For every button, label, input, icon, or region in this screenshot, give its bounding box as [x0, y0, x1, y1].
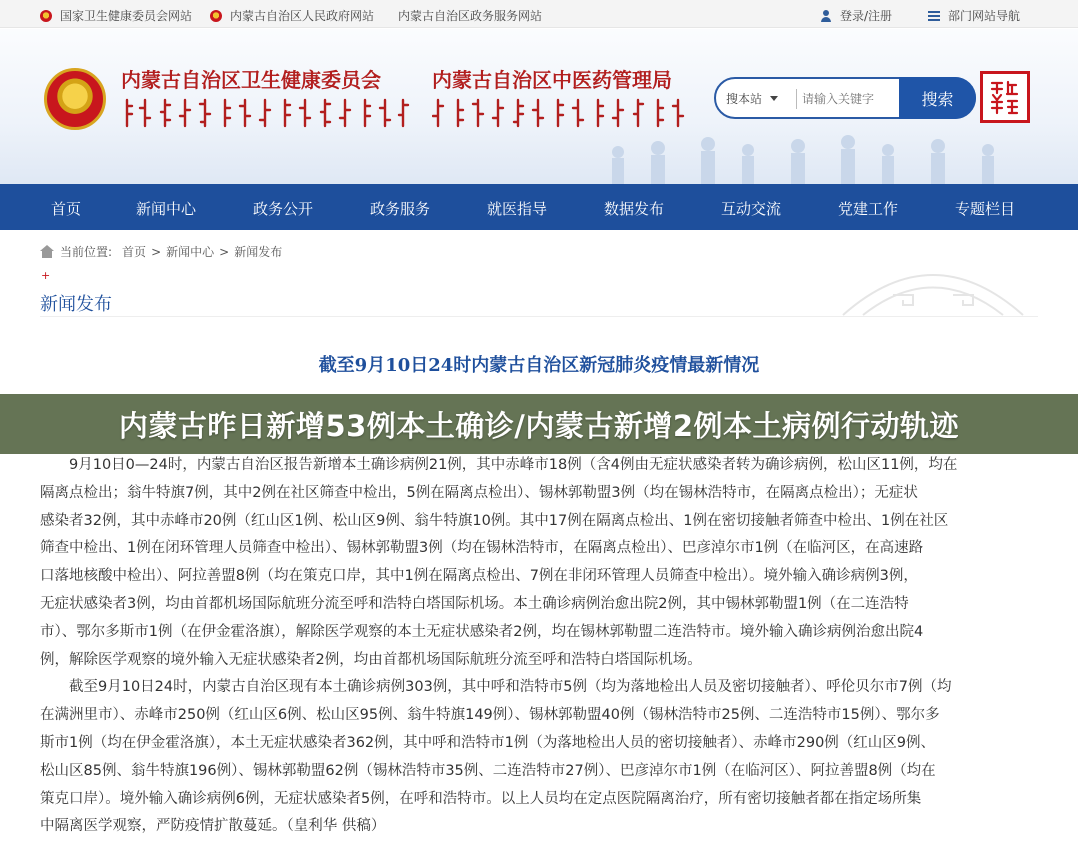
nav-item-interaction[interactable]: 互动交流: [721, 200, 782, 218]
link-nmg-service-label: 内蒙古自治区政务服务网站: [398, 9, 543, 23]
nav-item-party[interactable]: 党建工作: [838, 200, 899, 218]
plus-icon: +: [41, 269, 51, 282]
article-title: 截至9月10日24时内蒙古自治区新冠肺炎疫情最新情况: [318, 355, 760, 376]
article-line: 中隔离医学观察，严防疫情扩散蔓延。（皇利华 供稿）: [40, 818, 386, 835]
user-icon: [820, 10, 832, 22]
login-label: 登录/注册: [839, 9, 892, 23]
article-line: 市）、鄂尔多斯市1例（在伊金霍洛旗），解除医学观察的本土无症状感染者2例，均在锡林郭勒盟二连浩特市。境外输入确诊病例治愈出院4: [40, 623, 924, 640]
article-line: 在满洲里市）、赤峰市250例（红山区6例、松山区95例、翁牛特旗149例）、锡林郭勒盟40例（锡林浩特市25例、二连浩特市15例）、鄂尔多: [40, 707, 940, 724]
decorative-skyline: [598, 124, 1018, 184]
link-nhc[interactable]: [40, 7, 192, 24]
nav-item-medical-guide[interactable]: 就医指导: [487, 200, 548, 218]
breadcrumb-home[interactable]: 首页: [122, 245, 147, 259]
home-icon: [40, 245, 54, 258]
login-link[interactable]: [820, 7, 892, 24]
seal-logo: [980, 71, 1030, 123]
nav-item-services[interactable]: 政务服务: [370, 200, 431, 218]
seal-glyph: [986, 77, 1024, 117]
decorative-pattern: [833, 255, 1033, 325]
nav-item-topics[interactable]: 专题栏目: [955, 200, 1016, 218]
search-scope-label: 搜本站: [726, 92, 763, 106]
divider: [40, 316, 1038, 317]
site-title-health: 内蒙古自治区卫生健康委员会: [121, 68, 381, 92]
article-line: 感染者32例，其中赤峰市20例（红山区1例、松山区9例、翁牛特旗10例。其中17例在隔离点检出、1例在密切接触者筛查中检出、1例在社区: [40, 512, 949, 529]
link-nmg-gov[interactable]: [210, 7, 374, 24]
nav-item-news[interactable]: 新闻中心: [136, 200, 197, 218]
section-title: 新闻发布: [40, 294, 112, 315]
link-nmg-service[interactable]: [398, 7, 542, 24]
article-line: 无症状感染者3例，均由首都机场国际航班分流至呼和浩特白塔国际机场。本土确诊病例治愈出院2例，其中锡林郭勒盟1例（在二连浩特: [40, 595, 909, 612]
link-nmg-gov-label: 内蒙古自治区人民政府网站: [230, 9, 375, 23]
article-line: 斯市1例（均在伊金霍洛旗），本土无症状感染者362例，其中呼和浩特市1例（为落地检出人员的密切接触者）、赤峰市290例（红山区9例、: [40, 734, 936, 751]
mongolian-script-title-tcm: [432, 96, 697, 130]
mongolian-script-title: [121, 96, 411, 130]
breadcrumb: [40, 243, 282, 260]
search-input[interactable]: [802, 87, 902, 111]
breadcrumb-separator: >: [151, 244, 162, 259]
breadcrumb-release[interactable]: 新闻发布: [234, 245, 283, 259]
emblem-icon: [210, 10, 222, 22]
top-bar: [0, 0, 1078, 28]
link-nhc-label: 国家卫生健康委员会网站: [60, 9, 193, 23]
article-line: 截至9月10日24时，内蒙古自治区现有本土确诊病例303例，其中呼和浩特市5例（均为落地检出人员及密切接触者）、呼伦贝尔市7例（均: [40, 679, 952, 696]
dept-nav-link[interactable]: [928, 7, 1020, 24]
menu-icon: [928, 11, 940, 21]
nav-item-data-release[interactable]: 数据发布: [604, 200, 665, 218]
emblem-icon: [40, 10, 52, 22]
breadcrumb-news[interactable]: 新闻中心: [166, 245, 215, 259]
search-divider: [796, 89, 797, 109]
article-body: [40, 452, 1036, 841]
caret-down-icon: [770, 96, 778, 101]
article-line: 筛查中检出、1例在闭环管理人员筛查中检出）、锡林郭勒盟3例（均在锡林浩特市，在隔离点检出）、巴彦淖尔市1例（在临河区，在高速路: [40, 540, 924, 557]
overlay-headline: 内蒙古昨日新增53例本土确诊/内蒙古新增2例本土病例行动轨迹: [118, 408, 960, 443]
top-right: [784, 7, 1020, 24]
top-links: [40, 7, 560, 24]
article-line: 松山区85例、翁牛特旗196例）、锡林郭勒盟62例（锡林浩特市35例、二连浩特市27例）、巴彦淖尔市1例（在临河区）、阿拉善盟8例（均在: [40, 762, 936, 779]
article-line: 策克口岸）。境外输入确诊病例6例，无症状感染者5例，在呼和浩特市。以上人员均在定点医院隔离治疗，所有密切接触者都在指定场所集: [40, 790, 922, 807]
article-line: 隔离点检出；翁牛特旗7例，其中2例在社区筛查中检出，5例在隔离点检出）、锡林郭勒盟3例（均在锡林浩特市，在隔离点检出）；无症状: [40, 484, 918, 501]
article-line: 口落地核酸中检出）、阿拉善盟8例（均在策克口岸，其中1例在隔离点检出、7例在非闭环管理人员筛查中检出）。境外输入确诊病例3例，: [40, 568, 918, 585]
star-icon: ★: [64, 84, 82, 108]
overlay-headline-banner: [0, 394, 1078, 454]
breadcrumb-separator: >: [219, 244, 230, 259]
breadcrumb-label: 当前位置:: [60, 245, 113, 259]
search-button[interactable]: 搜索: [899, 77, 976, 119]
main-nav: [0, 184, 1078, 230]
article-line: 9月10日0—24时，内蒙古自治区报告新增本土确诊病例21例，其中赤峰市18例（含4例由无症状感染者转为确诊病例，松山区11例，均在: [40, 457, 958, 473]
nav-item-gov-affairs[interactable]: 政务公开: [253, 200, 314, 218]
search-scope-select[interactable]: [726, 90, 778, 107]
site-title-tcm: 内蒙古自治区中医药管理局: [432, 68, 672, 92]
nav-item-home[interactable]: 首页: [51, 200, 82, 218]
site-header: [0, 29, 1078, 184]
dept-nav-label: 部门网站导航: [947, 9, 1020, 23]
article-line: 例，解除医学观察的境外输入无症状感染者2例，均由首都机场国际航班分流至呼和浩特白塔国际机场。: [40, 651, 702, 668]
